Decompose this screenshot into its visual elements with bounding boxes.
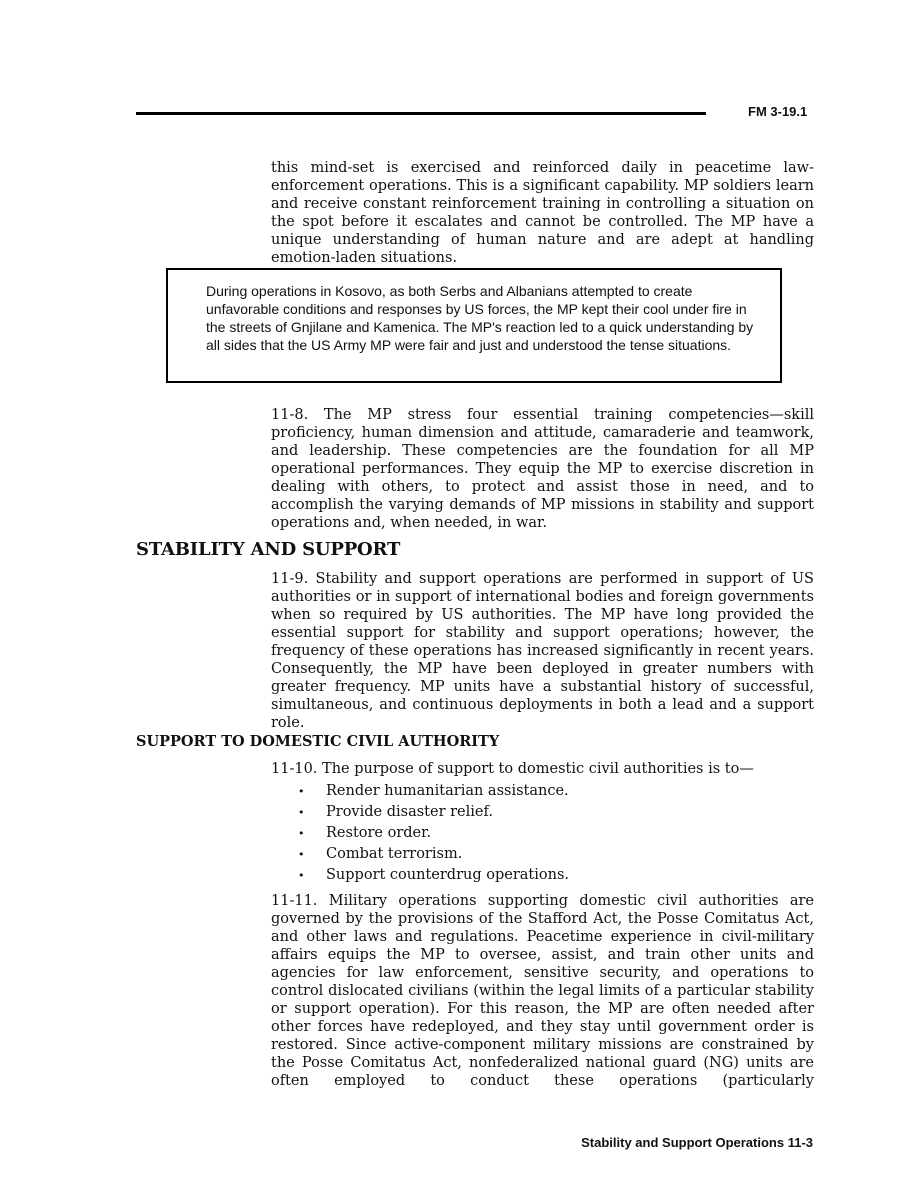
paragraph-11-8: 11-8. The MP stress four essential training competencies—skill proficiency, human dimension and attitude, camaraderie and teamwork, and leadership. These competencies are the foundation for all MP operational performances. They equip the MP to exercise discretion in dealing with others, to protect and assist those in need, and to accomplish the varying demands of MP missions in stability and support operations and, when needed, in war. [271, 407, 814, 531]
list-item-text: Support counterdrug operations. [326, 867, 569, 883]
paragraph-11-9: 11-9. Stability and support operations are performed in support of US authorities or in support of international bodies and foreign governments when so required by US authorities. The MP have long provided the essential support for stability and support operations; however, the frequency of these operations has increased significantly in recent years. Consequently, the MP have been deployed in greater numbers with greater frequency. MP units have a substantial history of successful, simultaneous, and continuous deployments in both a lead and a support role. [271, 571, 814, 731]
callout-text: During operations in Kosovo, as both Serbs and Albanians attempted to create unfavorable conditions and responses by US forces, the MP kept their cool under fire in the streets of Gnjilane and Kamenica. The MP's reaction led to a quick understanding by all sides that the US Army MP were fair and just and understood the tense situations. [206, 283, 754, 353]
callout-box [166, 268, 782, 383]
paragraph-11-11: 11-11. Military operations supporting domestic civil authorities are governed by the provisions of the Stafford Act, the Posse Comitatus Act, and other laws and regulations. Peacetime experience in civil-military affairs equips the MP to oversee, assist, and train other units and agencies for law enforcement, sensitive security, and operations to control dislocated civilians (within the legal limits of a particular stability or support operation). For this reason, the MP are often needed after other forces have redeployed, and they stay until government order is restored. Since active-component military missions are constrained by the Posse Comitatus Act, nonfederalized national guard (NG) units are often employed to conduct these operations (particularly [271, 893, 814, 1089]
footer-chapter-page: Stability and Support Operations 11-3 [581, 1135, 813, 1150]
bullet-icon: • [298, 806, 305, 819]
list-item [271, 865, 814, 886]
list-item [271, 844, 814, 865]
subsection-heading: SUPPORT TO DOMESTIC CIVIL AUTHORITY [136, 733, 500, 750]
list-item-text: Provide disaster relief. [326, 804, 493, 820]
list-item-text: Combat terrorism. [326, 846, 463, 862]
list-item [271, 781, 814, 802]
list-item-text: Render humanitarian assistance. [326, 783, 569, 799]
header-rule [136, 112, 706, 115]
continued-paragraph: this mind-set is exercised and reinforced daily in peacetime law-enforcement operations. This is a significant capability. MP soldiers learn and receive constant reinforcement training in controlling a situation on the spot before it escalates and cannot be controlled. The MP have a unique understanding of human nature and are adept at handling emotion-laden situations. [271, 160, 814, 266]
section-heading: STABILITY AND SUPPORT [136, 539, 401, 560]
paragraph-11-10: 11-10. The purpose of support to domestic civil authorities is to— [271, 761, 754, 777]
list-item [271, 823, 814, 844]
document-code: FM 3-19.1 [748, 104, 808, 119]
bullet-icon: • [298, 848, 305, 861]
list-item-text: Restore order. [326, 825, 432, 841]
bullet-icon: • [298, 869, 305, 882]
purpose-bullet-list [271, 781, 814, 886]
list-item [271, 802, 814, 823]
bullet-icon: • [298, 785, 305, 798]
bullet-icon: • [298, 827, 305, 840]
